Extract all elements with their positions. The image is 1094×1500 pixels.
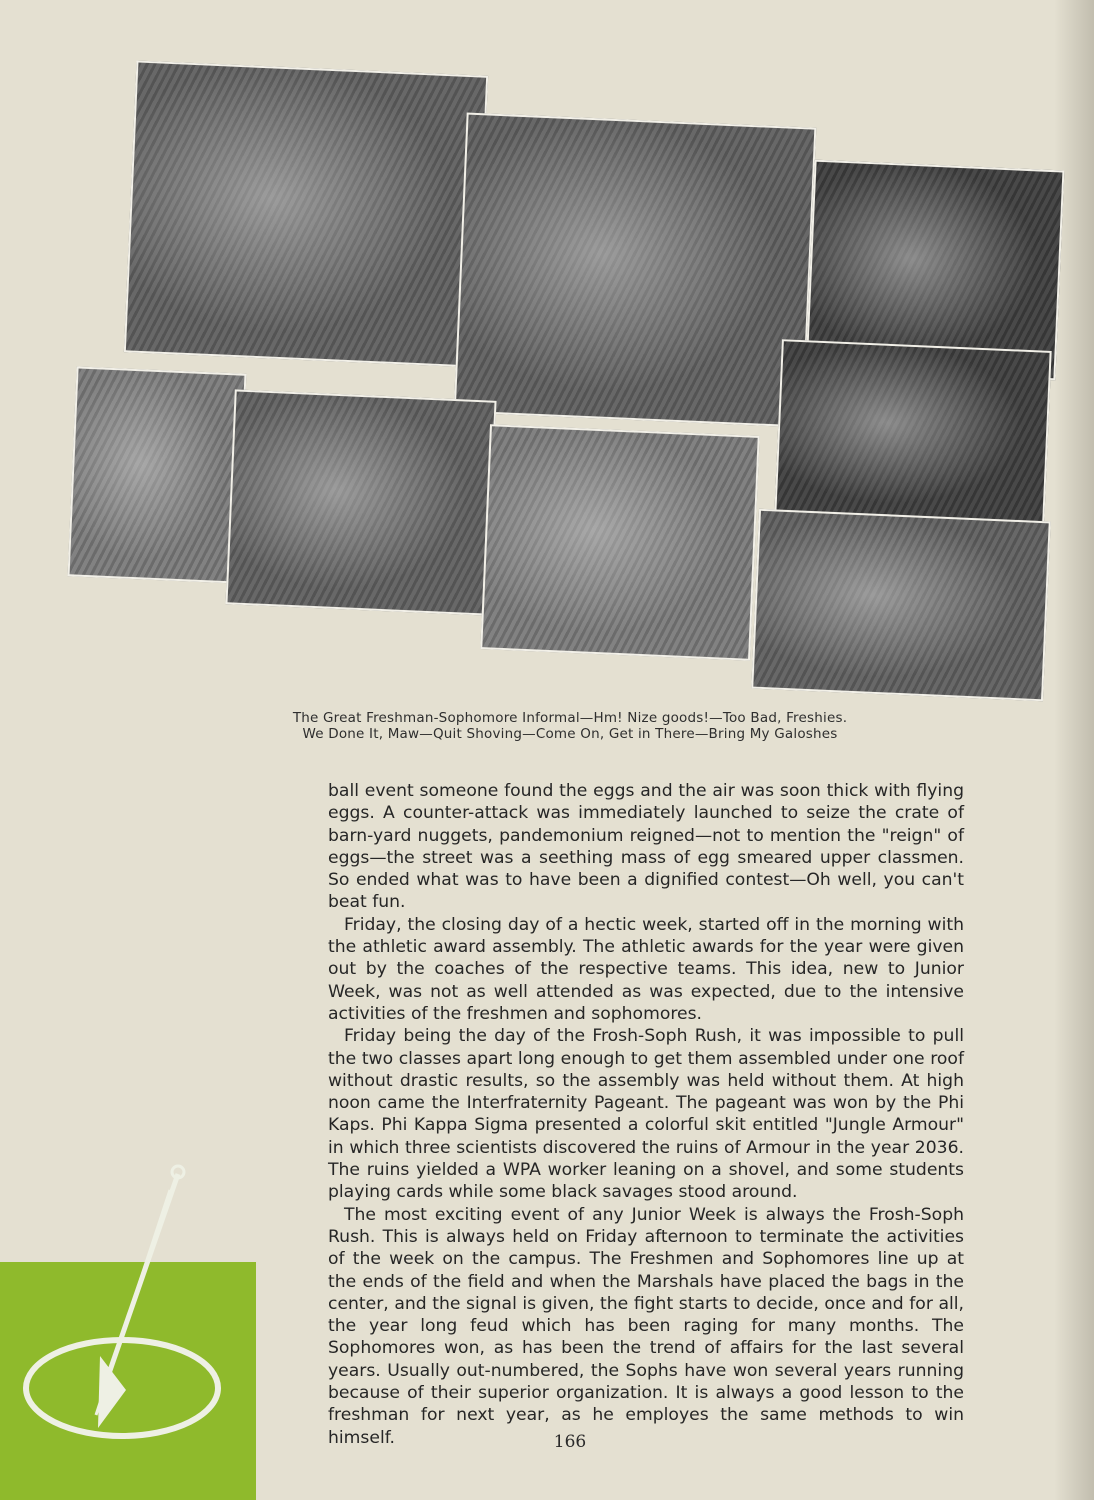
armour-compass-emblem-icon	[0, 1160, 260, 1460]
caption-line-1: The Great Freshman-Sophomore Informal—Hm! Nize goods!—Too Bad, Freshies.	[292, 710, 848, 726]
photo-collage	[60, 60, 1080, 710]
paragraph-4: The most exciting event of any Junior Week is always the Frosh-Soph Rush. This is always held on Friday afternoon to terminate the activities of the week on the campus. The Freshmen and Sophomores line up at the ends of the field and when the Marshals have placed the bags in the center, and the signal is given, the fight starts to decide, once and for all, the year long feud which has been raging for many months. The Sophomores won, as has been the trend of affairs for the last several years. Usually out-numbered, the Sophs have won several years running because of their superior organization. It is always a good lesson to the freshman for next year, as he employes the same methods to win himself.	[328, 1204, 964, 1448]
paragraph-3: Friday being the day of the Frosh-Soph Rush, it was impossible to pull the two classes apart long enough to get them assembled under one roof without drastic results, so the assembly was held without them. At high noon came the Interfraternity Pageant. The pageant was won by the Phi Kaps. Phi Kappa Sigma presented a colorful skit entitled "Jungle Armour" in which three scientists discovered the ruins of Armour in the year 2036. The ruins yielded a WPA worker leaning on a shovel, and some students playing cards while some black savages stood around.	[328, 1026, 964, 1203]
photo-two-boys	[68, 366, 247, 583]
photo-scuffle	[480, 424, 760, 661]
photo-crowd-field	[751, 509, 1051, 702]
photo-caption	[290, 710, 850, 742]
photo-field-1	[124, 60, 488, 367]
photo-field-2	[454, 113, 817, 428]
page-number: 166	[553, 1432, 587, 1452]
photo-group-portrait	[774, 339, 1051, 526]
caption-line-2: We Done It, Maw—Quit Shoving—Come On, Get in There—Bring My Galoshes	[302, 726, 838, 742]
article-body	[328, 780, 964, 1449]
paragraph-1: ball event someone found the eggs and the air was soon thick with flying eggs. A counter-attack was immediately launched to seize the crate of barn-yard nuggets, pandemonium reigned—not to mention the "reign" of eggs—the street was a seething mass of egg smeared upper classmen. So ended what was to have been a dignified contest—Oh well, you can't beat fun.	[328, 781, 964, 913]
paragraph-2: Friday, the closing day of a hectic week, started off in the morning with the athletic award assembly. The athletic awards for the year were given out by the coaches of the respective teams. This idea, new to Junior Week, was not as well attended as was expected, due to the intensive activities of the freshmen and sophomores.	[328, 914, 964, 1024]
photo-field-lines	[225, 389, 496, 615]
